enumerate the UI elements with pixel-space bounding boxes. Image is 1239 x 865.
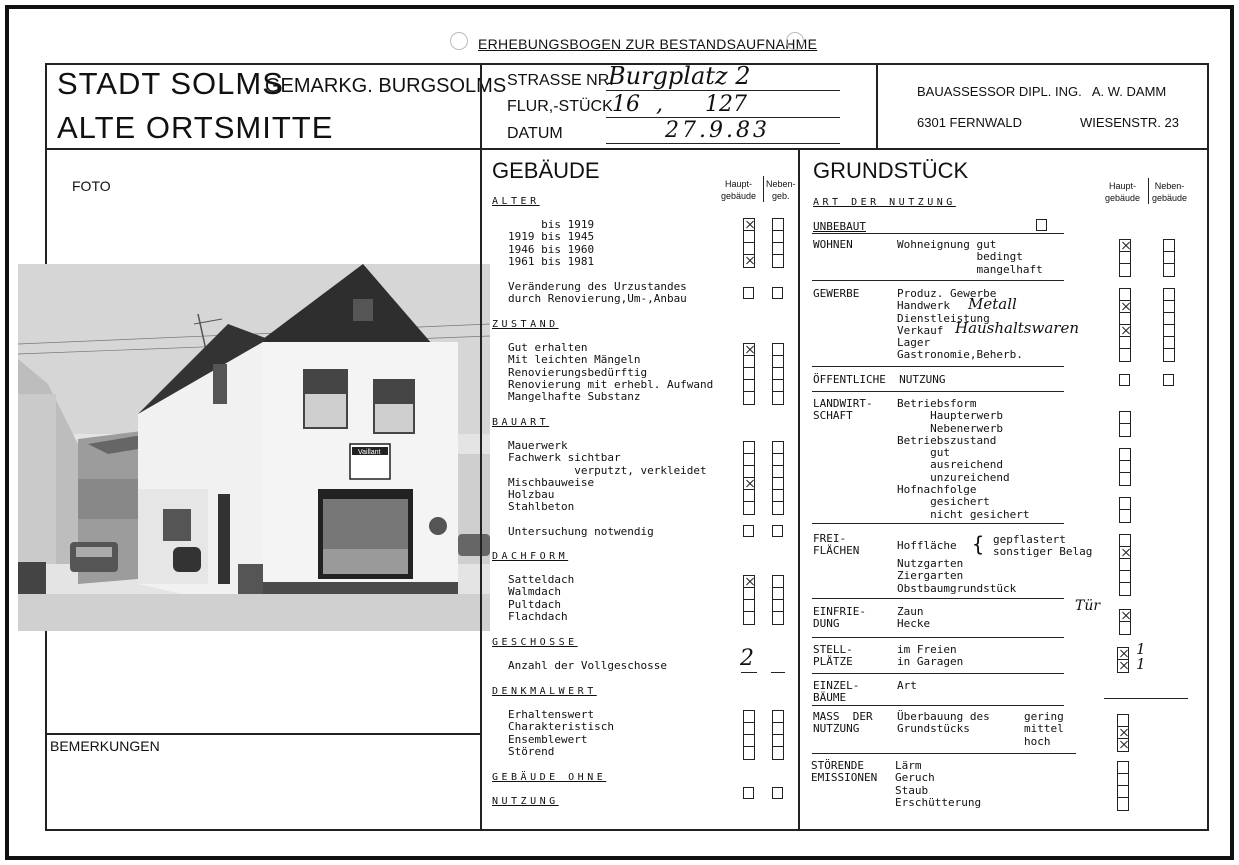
einzel-rows: Art	[897, 679, 917, 692]
bauart-label: BAUART	[492, 417, 550, 428]
geschosse-neben-line	[771, 672, 785, 673]
alter-label: ALTER	[492, 196, 540, 207]
town-name: STADT SOLMS	[57, 66, 284, 101]
gewerbe-neben-checkboxes[interactable]	[1163, 288, 1175, 362]
landwirt-zustand-checkboxes[interactable]	[1119, 448, 1131, 486]
frei-label: FREI- FLÄCHEN	[813, 532, 860, 558]
alter-rows: bis 1919 1919 bis 1945 1946 bis 1960 1961 bis 1981	[508, 218, 595, 268]
stell-checkboxes[interactable]	[1117, 647, 1129, 673]
header-architect-box	[876, 63, 1209, 150]
stell-count-1: 1	[1136, 640, 1146, 658]
stoerend-checkboxes[interactable]	[1117, 761, 1129, 811]
architect-name: BAUASSESSOR DIPL. ING. A. W. DAMM	[917, 84, 1167, 99]
unbebaut-line	[812, 233, 1064, 234]
alter-neben-checkboxes[interactable]	[772, 218, 784, 268]
grundstueck-col-haupt: Haupt- gebäude	[1105, 181, 1141, 203]
bemerkungen-label: BEMERKUNGEN	[50, 738, 160, 754]
veraenderung-rows: Veränderung des Urzustandes durch Renovierung,Um-,Anbau	[508, 280, 687, 306]
oeffentlich-label: ÖFFENTLICHE NUTZUNG	[813, 373, 946, 386]
denkmal-haupt-checkboxes[interactable]	[743, 710, 755, 760]
wohnen-label: WOHNEN	[813, 238, 853, 251]
grundstueck-heading: GRUNDSTÜCK	[813, 158, 969, 183]
dachform-rows: Satteldach Walmdach Pultdach Flachdach	[508, 573, 575, 623]
bauart-neben-checkboxes[interactable]	[772, 441, 784, 515]
unbebaut-checkbox[interactable]	[1036, 219, 1047, 231]
stueck-value: 127	[705, 92, 747, 117]
mass-label: MASS DER NUTZUNG	[813, 710, 873, 736]
flur-separator: ,	[656, 92, 663, 117]
sign-brand: Vaillant	[358, 449, 381, 456]
geschosse-label: GESCHOSSE	[492, 637, 578, 648]
nutzung-label: NUTZUNG	[492, 796, 559, 807]
datum-value: 27.9.83	[665, 118, 770, 143]
wohnen-neben-checkboxes[interactable]	[1163, 239, 1175, 277]
geschosse-value: 2	[740, 646, 754, 671]
area-name: ALTE ORTSMITTE	[57, 110, 334, 145]
einzel-label: EINZEL- BÄUME	[813, 679, 860, 705]
stell-count-2: 1	[1136, 655, 1146, 673]
datum-label: DATUM	[507, 125, 563, 142]
einfried-checkboxes[interactable]	[1119, 609, 1131, 635]
wohnen-rows: Wohneignung gut bedingt mangelhaft	[897, 238, 1043, 276]
denkmal-rows: Erhaltenswert Charakteristisch Ensemblewert Störend	[508, 708, 614, 758]
einfried-line	[812, 637, 1064, 638]
stoerend-rows: Lärm Geruch Staub Erschütterung	[895, 759, 982, 809]
veraenderung-haupt-checkbox[interactable]	[743, 287, 754, 299]
gebaeude-col-neben: Neben- geb.	[766, 179, 796, 201]
bauart-rows: Mauerwerk Fachwerk sichtbar verputzt, verkleidet Mischbauweise Holzbau Stahlbeton	[508, 439, 707, 514]
gebaeude-ohne-label: GEBÄUDE OHNE	[492, 772, 607, 783]
einfried-rows: Zaun Hecke	[897, 605, 931, 631]
dachform-neben-checkboxes[interactable]	[772, 575, 784, 625]
grundstueck-col-divider	[1148, 178, 1149, 204]
stell-label: STELL- PLÄTZE	[813, 643, 853, 669]
untersuchung-neben-checkbox[interactable]	[772, 525, 783, 537]
mass-checkboxes[interactable]	[1117, 714, 1129, 752]
bauart-haupt-checkboxes[interactable]	[743, 441, 755, 515]
zustand-neben-checkboxes[interactable]	[772, 343, 784, 405]
einfried-note: Tür	[1075, 598, 1101, 614]
denkmal-neben-checkboxes[interactable]	[772, 710, 784, 760]
building-photo	[18, 264, 490, 631]
dachform-haupt-checkboxes[interactable]	[743, 575, 755, 625]
oeffentlich-haupt-checkbox[interactable]	[1119, 374, 1130, 386]
grundstueck-col-neben: Neben- gebäude	[1152, 181, 1188, 203]
landwirt-line	[812, 523, 1064, 524]
strasse-label: STRASSE NR.	[507, 72, 614, 89]
ohne-nutzung-haupt-checkbox[interactable]	[743, 787, 754, 799]
einzel-answer-line	[1104, 698, 1188, 699]
zustand-label: ZUSTAND	[492, 319, 559, 330]
gemarkung: GEMARKG. BURGSOLMS	[265, 75, 507, 97]
hof-brace: {	[972, 532, 985, 556]
flur-label: FLUR,-STÜCK	[507, 98, 613, 115]
form-title: ERHEBUNGSBOGEN ZUR BESTANDSAUFNAHME	[478, 36, 818, 52]
verkauf-note: Haushaltswaren	[955, 319, 1079, 337]
einzel-line	[812, 705, 1064, 706]
zustand-rows: Gut erhalten Mit leichten Mängeln Renovierungsbedürftig Renovierung mit erhebl. Aufwand Mangelhafte Substanz	[508, 341, 714, 404]
punch-hole-right	[786, 32, 804, 50]
landwirt-betriebsform-checkboxes[interactable]	[1119, 411, 1131, 437]
gewerbe-label: GEWERBE	[813, 287, 860, 300]
frei-checkboxes[interactable]	[1119, 534, 1131, 596]
gebaeude-col-haupt: Haupt- gebäude	[721, 179, 757, 201]
strasse-line	[606, 90, 840, 91]
punch-hole-left	[450, 32, 468, 50]
strasse-value: Burgplatz 2	[608, 62, 751, 90]
wohnen-haupt-checkboxes[interactable]	[1119, 239, 1131, 277]
stoerend-label: STÖRENDE EMISSIONEN	[811, 759, 878, 785]
gebaeude-heading: GEBÄUDE	[492, 158, 600, 183]
architect-city: 6301 FERNWALD	[917, 115, 1022, 130]
unbebaut-label: UNBEBAUT	[813, 220, 866, 233]
untersuchung-row: Untersuchung notwendig	[508, 525, 654, 538]
gewerbe-haupt-checkboxes[interactable]	[1119, 288, 1131, 362]
gewerbe-line	[812, 366, 1064, 367]
datum-line	[606, 143, 840, 144]
art-label: ART DER NUTZUNG	[813, 197, 956, 208]
ohne-nutzung-neben-checkbox[interactable]	[772, 787, 783, 799]
oeffentlich-neben-checkbox[interactable]	[1163, 374, 1174, 386]
alter-haupt-checkboxes[interactable]	[743, 218, 755, 268]
frei-rows: Nutzgarten Ziergarten Obstbaumgrundstück	[897, 557, 1017, 595]
hof-rows: gepflastert sonstiger Belag	[993, 533, 1093, 559]
mass-levels: gering mittel hoch	[1024, 710, 1064, 748]
veraenderung-neben-checkbox[interactable]	[772, 287, 783, 299]
flur-value: 16	[612, 92, 640, 117]
mass-line	[812, 753, 1076, 754]
architect-address: WIESENSTR. 23	[1080, 115, 1179, 130]
landwirt-label: LANDWIRT- SCHAFT	[813, 397, 873, 423]
frei-line	[812, 598, 1064, 599]
geschosse-haupt-line	[741, 672, 757, 673]
stell-line	[812, 673, 1064, 674]
wohnen-line	[812, 280, 1064, 281]
hofflaeche-label: Hoffläche	[897, 539, 957, 552]
foto-label: FOTO	[72, 178, 111, 194]
dachform-label: DACHFORM	[492, 551, 569, 562]
handwerk-note: Metall	[968, 295, 1017, 313]
building-photo-drawing	[18, 264, 490, 631]
mass-rows: Überbauung des Grundstücks	[897, 710, 990, 736]
landwirt-nachfolge-checkboxes[interactable]	[1119, 497, 1131, 523]
denkmal-label: DENKMALWERT	[492, 686, 597, 697]
gebaeude-col-divider	[763, 176, 764, 202]
einfried-label: EINFRIE- DUNG	[813, 605, 866, 631]
landwirt-rows: Betriebsform Haupterwerb Nebenerwerb Betriebszustand gut ausreichend unzureichend Hofnachfolge gesichert nicht gesichert	[897, 397, 1030, 521]
gewerbe-rows: Produz. Gewerbe Handwerk Dienstleistung Verkauf Lager Gastronomie,Beherb.	[897, 287, 1023, 362]
geschosse-row: Anzahl der Vollgeschosse	[508, 659, 667, 672]
oeffentlich-line	[812, 391, 1064, 392]
zustand-haupt-checkboxes[interactable]	[743, 343, 755, 405]
stell-rows: im Freien in Garagen	[897, 643, 964, 669]
untersuchung-haupt-checkbox[interactable]	[743, 525, 754, 537]
